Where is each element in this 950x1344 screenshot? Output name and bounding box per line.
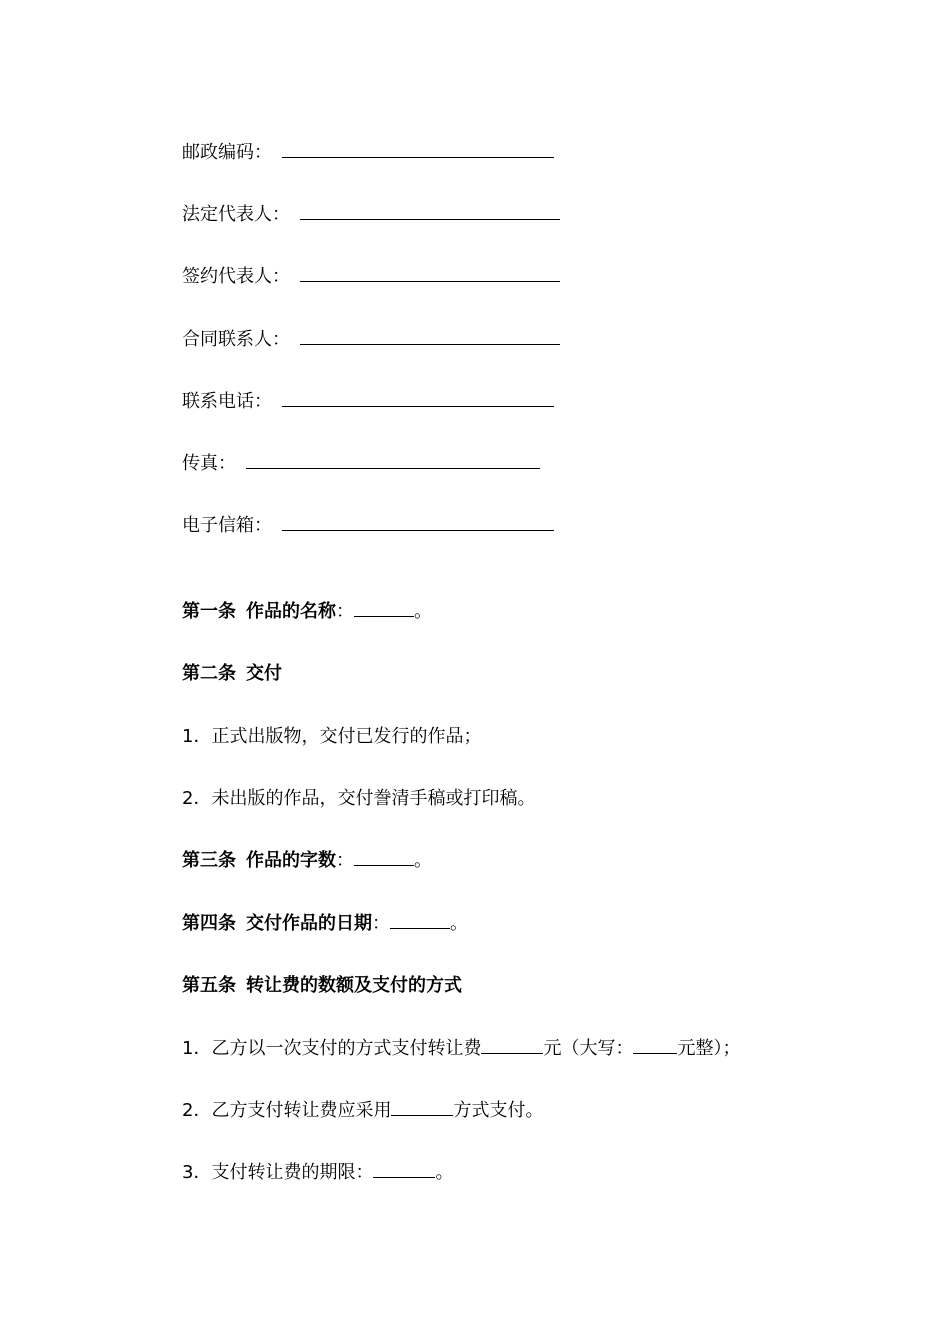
field-signing-representative: 签约代表人： (182, 263, 560, 289)
field-legal-representative: 法定代表人： (182, 201, 560, 227)
fill-blank[interactable] (300, 201, 560, 220)
fill-blank[interactable] (481, 1037, 543, 1054)
article-5-item-2: 2．乙方支付转让费应采用 方式支付。 (182, 1100, 544, 1121)
field-phone: 联系电话： (182, 388, 554, 414)
field-contract-contact: 合同联系人： (182, 326, 560, 352)
article-3: 第三条 作品的字数： 。 (182, 850, 432, 871)
fill-blank[interactable] (300, 263, 560, 282)
fill-blank[interactable] (282, 512, 554, 531)
fill-blank[interactable] (354, 849, 414, 866)
article-2-item-2: 2．未出版的作品，交付誊清手稿或打印稿。 (182, 788, 536, 809)
fill-blank[interactable] (390, 912, 450, 929)
article-5-item-1: 1．乙方以一次支付的方式支付转让费 元（大写： 元整）； (182, 1038, 741, 1059)
fill-blank[interactable] (373, 1161, 435, 1178)
field-postal-code: 邮政编码： (182, 139, 554, 165)
field-email: 电子信箱： (182, 512, 554, 538)
article-4: 第四条 交付作品的日期： 。 (182, 913, 468, 934)
fill-blank[interactable] (300, 326, 560, 345)
article-5-item-3: 3．支付转让费的期限： 。 (182, 1162, 454, 1183)
field-fax: 传真： (182, 450, 540, 476)
article-2: 第二条 交付 (182, 663, 282, 684)
article-5: 第五条 转让费的数额及支付的方式 (182, 975, 462, 996)
fill-blank[interactable] (282, 388, 554, 407)
fill-blank[interactable] (354, 600, 414, 617)
fill-blank[interactable] (633, 1037, 677, 1054)
fill-blank[interactable] (391, 1099, 453, 1116)
article-2-item-1: 1．正式出版物，交付已发行的作品； (182, 726, 482, 747)
fill-blank[interactable] (246, 450, 540, 469)
article-1: 第一条 作品的名称： 。 (182, 601, 432, 622)
fill-blank[interactable] (282, 139, 554, 158)
